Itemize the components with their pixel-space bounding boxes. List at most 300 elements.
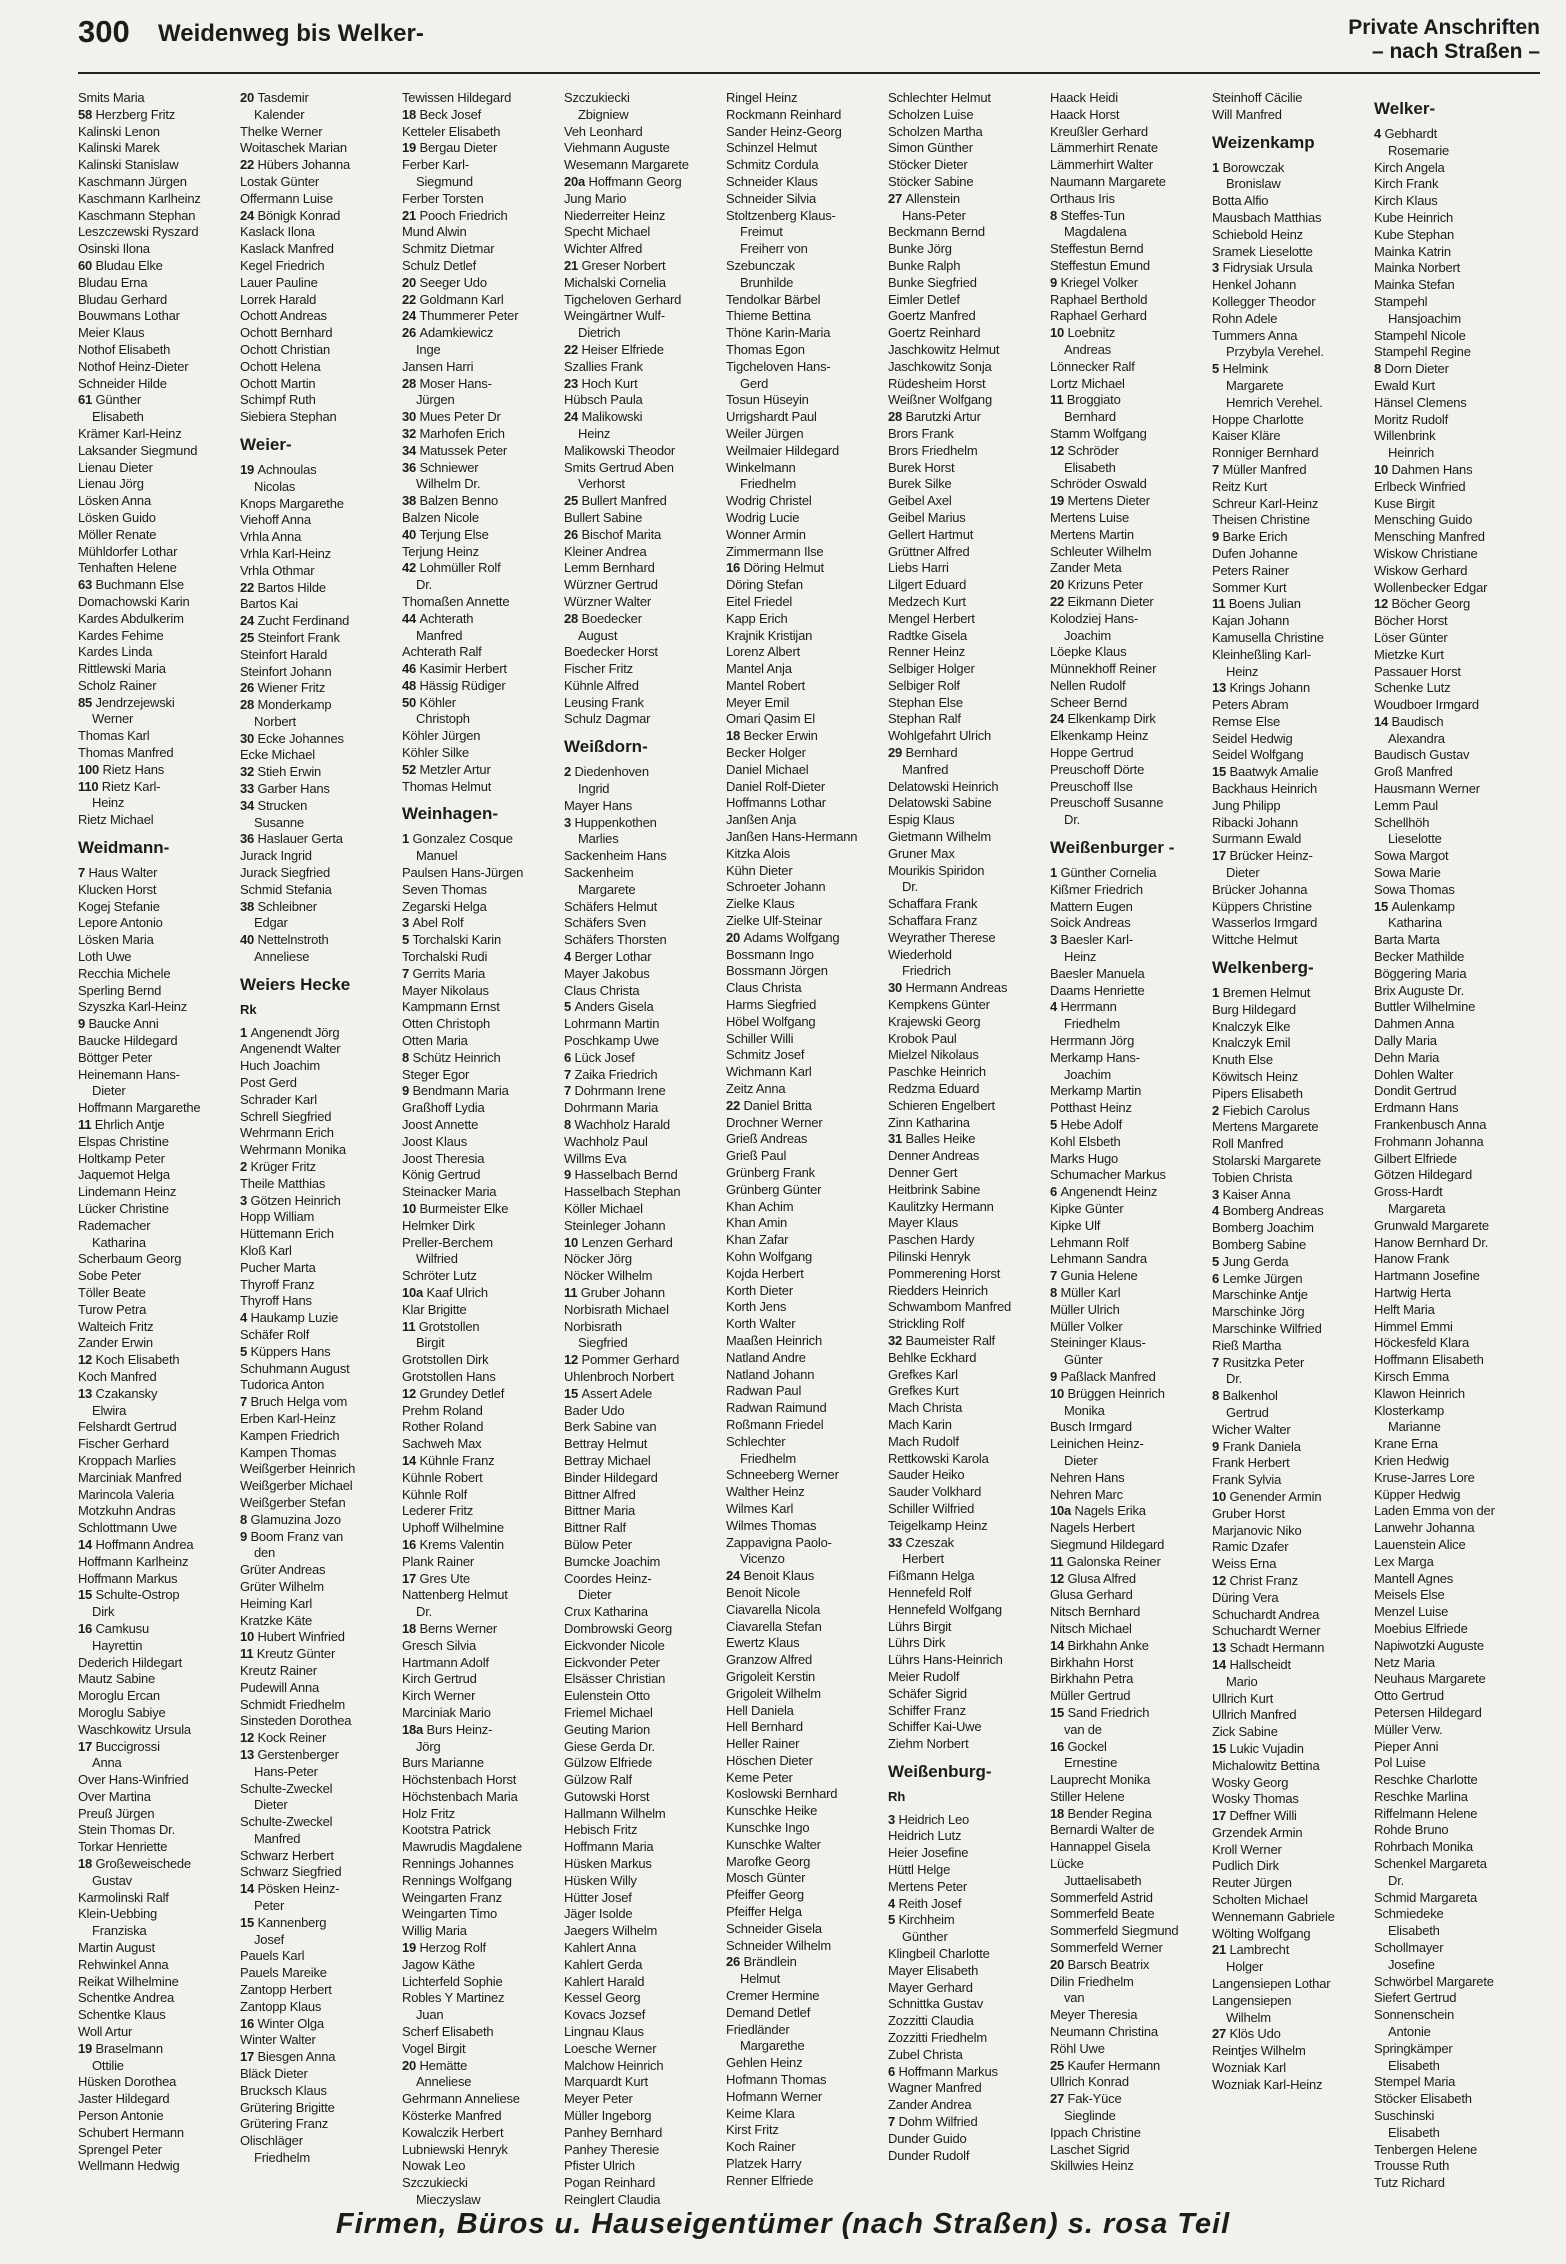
- resident-entry: Jaegers Wilhelm: [564, 1923, 658, 1939]
- resident-entry: Knalczyk Emil: [1212, 1035, 1291, 1051]
- resident-entry: Höchstenbach Horst: [402, 1772, 517, 1788]
- resident-entry: Zozzitti Claudia: [888, 2013, 974, 2029]
- resident-entry: Knalczyk Elke: [1212, 1018, 1291, 1034]
- resident-entry: Huch Joachim: [240, 1058, 320, 1074]
- resident-entry: 32 Baumeister Ralf: [888, 1332, 995, 1348]
- resident-entry: Laksander Siegmund: [78, 442, 198, 458]
- resident-entry: Wehrmann Erich: [240, 1125, 334, 1141]
- street-heading: Welker-: [1374, 99, 1436, 118]
- resident-entry: 15 Sand Friedrich: [1050, 1704, 1150, 1720]
- resident-entry: Mausbach Matthias: [1212, 209, 1322, 225]
- resident-entry: Grotstollen Hans: [402, 1368, 496, 1384]
- resident-entry: Norbisrath Michael: [564, 1301, 669, 1317]
- resident-entry: Kardes Linda: [78, 644, 153, 660]
- resident-entry: Wiederhold: [888, 946, 952, 962]
- resident-entry: Omari Qasim El: [726, 711, 815, 727]
- resident-entry: Mielzel Nikolaus: [888, 1047, 979, 1063]
- resident-entry: Vrhla Othmar: [240, 562, 315, 578]
- resident-entry: Botta Alfio: [1212, 193, 1269, 209]
- resident-entry: Grünberg Frank: [726, 1165, 815, 1180]
- resident-entry: Riedders Heinrich: [888, 1282, 988, 1298]
- resident-entry: Kapp Erich: [726, 610, 788, 626]
- entry-continuation: Friedhelm: [740, 476, 796, 492]
- resident-entry: 23 Hoch Kurt: [564, 375, 638, 391]
- resident-entry: Keime Klara: [726, 2105, 795, 2121]
- resident-entry: Mach Christa: [888, 1400, 963, 1416]
- resident-entry: Kootstra Patrick: [402, 1822, 491, 1838]
- resident-entry: Brucksch Klaus: [240, 2082, 327, 2098]
- entry-continuation: van: [1064, 1990, 1085, 2006]
- resident-entry: 100 Rietz Hans: [78, 761, 165, 777]
- resident-entry: Frankenbusch Anna: [1374, 1117, 1487, 1133]
- resident-entry: Bülow Peter: [564, 1536, 632, 1552]
- resident-entry: 22 Bartos Hilde: [240, 579, 326, 595]
- resident-entry: 33 Garber Hans: [240, 781, 330, 797]
- resident-entry: Lehmann Sandra: [1050, 1251, 1147, 1267]
- resident-entry: Sachweh Max: [402, 1436, 482, 1452]
- resident-entry: Over Hans-Winfried: [78, 1772, 189, 1788]
- resident-entry: Friedländer: [726, 2021, 790, 2037]
- resident-entry: Jaschkowitz Sonja: [888, 358, 992, 374]
- resident-entry: Selbiger Rolf: [888, 677, 960, 693]
- resident-entry: Marschinke Jörg: [1212, 1304, 1305, 1320]
- resident-entry: Medzech Kurt: [888, 593, 966, 609]
- resident-entry: 12 Schröder: [1050, 442, 1119, 458]
- resident-entry: 5 Kirchheim: [888, 1912, 955, 1928]
- entry-continuation: Bronislaw: [1226, 176, 1281, 192]
- column-5: [726, 90, 876, 2190]
- resident-entry: 8 Müller Karl: [1050, 1284, 1121, 1300]
- resident-entry: Waschkowitz Ursula: [78, 1721, 191, 1737]
- resident-entry: Leszczewski Ryszard: [78, 224, 199, 240]
- resident-entry: Reschke Marlina: [1374, 1788, 1468, 1804]
- resident-entry: 8 Steffes-Tun: [1050, 207, 1125, 223]
- resident-entry: Maaßen Heinrich: [726, 1332, 822, 1348]
- resident-entry: 17 Biesgen Anna: [240, 2049, 336, 2065]
- resident-entry: Meisels Else: [1374, 1587, 1445, 1603]
- resident-entry: Münnekhoff Reiner: [1050, 661, 1157, 677]
- resident-entry: Erlbeck Winfried: [1374, 478, 1466, 494]
- resident-entry: 33 Czeszak: [888, 1534, 954, 1550]
- resident-entry: Bittner Alfred: [564, 1486, 636, 1502]
- resident-entry: Grieß Andreas: [726, 1131, 808, 1147]
- resident-entry: Rettkowski Karola: [888, 1450, 989, 1466]
- resident-entry: Schulz Dagmar: [564, 711, 651, 727]
- resident-entry: Wodrig Christel: [726, 493, 812, 509]
- resident-entry: Passauer Horst: [1374, 663, 1461, 679]
- resident-entry: Kahlert Harald: [564, 1973, 645, 1989]
- resident-entry: Röhl Uwe: [1050, 2040, 1105, 2056]
- resident-entry: 30 Ecke Johannes: [240, 730, 344, 746]
- resident-entry: Kirst Fritz: [726, 2122, 779, 2138]
- resident-entry: Kardes Fehime: [78, 627, 164, 643]
- resident-entry: Koch Manfred: [78, 1368, 157, 1384]
- resident-entry: Pauels Mareike: [240, 1965, 327, 1981]
- resident-entry: Friemel Michael: [564, 1704, 653, 1720]
- resident-entry: Kirch Gertrud: [402, 1671, 477, 1687]
- entry-continuation: Günther: [902, 1929, 948, 1945]
- resident-entry: Barta Marta: [1374, 932, 1440, 948]
- resident-entry: 60 Bludau Elke: [78, 257, 163, 273]
- resident-entry: Klosterkamp: [1374, 1402, 1445, 1418]
- resident-entry: Schneider Hilde: [78, 375, 167, 391]
- resident-entry: Ippach Christine: [1050, 2124, 1141, 2140]
- street-heading: Weinhagen-: [402, 804, 499, 824]
- resident-entry: Orthaus Iris: [1050, 190, 1115, 206]
- resident-entry: Kampmann Ernst: [402, 999, 500, 1015]
- resident-entry: Eulenstein Otto: [564, 1688, 650, 1704]
- entry-continuation: Margarete: [1226, 377, 1284, 393]
- entry-continuation: Jürgen: [416, 392, 455, 408]
- entry-continuation: Herbert: [902, 1551, 944, 1567]
- resident-entry: Schenke Lutz: [1374, 680, 1451, 696]
- resident-entry: Elsässer Christian: [564, 1671, 666, 1687]
- resident-entry: Zielke Ulf-Steinar: [726, 913, 823, 929]
- resident-entry: Ewald Kurt: [1374, 377, 1435, 393]
- resident-entry: Smits Maria: [78, 90, 145, 105]
- resident-entry: Wozniak Karl: [1212, 2060, 1286, 2076]
- resident-entry: Kreutz Rainer: [240, 1662, 317, 1678]
- resident-entry: Kühnle Alfred: [564, 677, 639, 693]
- resident-entry: Schuchardt Andrea: [1212, 1606, 1320, 1622]
- resident-entry: Hell Bernhard: [726, 1719, 803, 1735]
- resident-entry: Grigoleit Kerstin: [726, 1668, 816, 1684]
- resident-entry: Lücker Christine: [78, 1201, 169, 1216]
- resident-entry: Marks Hugo: [1050, 1150, 1119, 1166]
- resident-entry: 85 Jendrzejewski: [78, 694, 175, 710]
- resident-entry: Geibel Marius: [888, 509, 966, 525]
- resident-entry: Hoppe Charlotte: [1212, 411, 1304, 427]
- resident-entry: Will Manfred: [1212, 106, 1282, 122]
- resident-entry: Scherbaum Georg: [78, 1251, 182, 1267]
- resident-entry: Pfeiffer Georg: [726, 1887, 804, 1903]
- resident-entry: 40 Nettelnstroth: [240, 932, 329, 948]
- resident-entry: Mengel Herbert: [888, 610, 975, 626]
- entry-continuation: Heinrich: [1388, 445, 1435, 461]
- resident-entry: Binder Hildegard: [564, 1469, 658, 1485]
- resident-entry: Wiskow Gerhard: [1374, 562, 1468, 578]
- resident-entry: Potthast Heinz: [1050, 1100, 1132, 1116]
- resident-entry: Stampehl: [1374, 293, 1428, 309]
- resident-entry: Bittner Ralf: [564, 1520, 626, 1536]
- resident-entry: 13 Czakansky: [78, 1385, 158, 1401]
- entry-continuation: Hans-Peter: [254, 1763, 318, 1779]
- resident-entry: Moroglu Sabiye: [78, 1704, 166, 1720]
- resident-entry: Zantopp Klaus: [240, 1998, 322, 2014]
- resident-entry: 34 Strucken: [240, 797, 308, 813]
- entry-continuation: Hansjoachim: [1388, 310, 1461, 326]
- column-9: [1374, 90, 1524, 2192]
- resident-entry: Klingbeil Charlotte: [888, 1946, 990, 1962]
- resident-entry: Hausmann Werner: [1374, 781, 1480, 797]
- resident-entry: Meier Klaus: [78, 325, 145, 341]
- resident-entry: Knops Margarethe: [240, 495, 344, 511]
- resident-entry: 46 Kasimir Herbert: [402, 661, 507, 677]
- resident-entry: Schlechter Helmut: [888, 90, 991, 105]
- resident-entry: 24 Benoit Klaus: [726, 1568, 815, 1584]
- resident-entry: 20 Tasdemir: [240, 90, 309, 105]
- resident-entry: 3 Kaiser Anna: [1212, 1186, 1291, 1202]
- resident-entry: Kardes Abdulkerim: [78, 610, 184, 626]
- resident-entry: Kohl Elsbeth: [1050, 1133, 1121, 1149]
- resident-entry: Hartmann Adolf: [402, 1654, 489, 1670]
- resident-entry: Steffestun Bernd: [1050, 241, 1144, 257]
- resident-entry: 26 Wiener Fritz: [240, 680, 326, 696]
- resident-entry: Jurack Siegfried: [240, 865, 331, 881]
- resident-entry: Kroll Werner: [1212, 1841, 1282, 1857]
- resident-entry: 12 Kock Reiner: [240, 1730, 327, 1746]
- resident-entry: Tigcheloven Hans-: [726, 358, 831, 374]
- resident-entry: Peters Rainer: [1212, 562, 1289, 578]
- resident-entry: Wollenbecker Edgar: [1374, 579, 1488, 595]
- entry-continuation: Anneliese: [416, 2074, 472, 2090]
- resident-entry: 28 Boedecker: [564, 610, 642, 626]
- resident-entry: Rehwinkel Anna: [78, 1956, 169, 1972]
- resident-entry: 17 Brücker Heinz-: [1212, 848, 1313, 864]
- resident-entry: Sander Heinz-Georg: [726, 123, 842, 139]
- resident-entry: Kösterke Manfred: [402, 2108, 502, 2124]
- resident-entry: Suschinski: [1374, 2108, 1435, 2124]
- resident-entry: Schrader Karl: [240, 1091, 317, 1107]
- resident-entry: 16 Winter Olga: [240, 2015, 324, 2031]
- resident-entry: Nothof Heinz-Dieter: [78, 358, 189, 374]
- resident-entry: Döring Stefan: [726, 577, 803, 593]
- resident-entry: Schulte-Zweckel: [240, 1780, 333, 1796]
- resident-entry: Seidel Wolfgang: [1212, 747, 1304, 763]
- resident-entry: Krien Hedwig: [1374, 1452, 1449, 1468]
- resident-entry: 7 Gerrits Maria: [402, 965, 485, 981]
- resident-entry: Müller Ulrich: [1050, 1301, 1120, 1317]
- resident-entry: Stolarski Margarete: [1212, 1153, 1321, 1169]
- resident-entry: 4 Haukamp Luzie: [240, 1310, 339, 1326]
- resident-entry: Rademacher: [78, 1217, 151, 1233]
- resident-entry: Mainka Katrin: [1374, 243, 1451, 259]
- resident-entry: Frank Herbert: [1212, 1455, 1290, 1471]
- entry-continuation: Inge: [416, 341, 441, 357]
- resident-entry: Grzendek Armin: [1212, 1824, 1303, 1840]
- entry-continuation: Nicolas: [254, 478, 296, 494]
- resident-entry: Langensiepen Lothar: [1212, 1976, 1331, 1992]
- resident-entry: Mietzke Kurt: [1374, 646, 1444, 662]
- resident-entry: Kempkens Günter: [888, 997, 990, 1013]
- resident-entry: 5 Helmink: [1212, 361, 1269, 377]
- resident-entry: Tummers Anna: [1212, 327, 1298, 343]
- resident-entry: Kogej Stefanie: [78, 898, 160, 914]
- resident-entry: 2 Diedenhoven: [564, 764, 649, 780]
- resident-entry: Hüttl Helge: [888, 1862, 951, 1878]
- resident-entry: Schiebold Heinz: [1212, 226, 1303, 242]
- resident-entry: Wittche Helmut: [1212, 932, 1298, 948]
- resident-entry: Schneider Wilhelm: [726, 1937, 831, 1953]
- resident-entry: Schwarz Siegfried: [240, 1864, 342, 1880]
- column-8: [1212, 90, 1362, 2094]
- resident-entry: Dehn Maria: [1374, 1049, 1440, 1065]
- resident-entry: Joost Klaus: [402, 1133, 468, 1149]
- resident-entry: Schneider Gisela: [726, 1920, 822, 1936]
- entry-continuation: Brunhilde: [740, 274, 794, 290]
- resident-entry: Siefert Gertrud: [1374, 1990, 1457, 2006]
- resident-entry: Bettray Michael: [564, 1452, 651, 1468]
- resident-entry: Würzner Gertrud: [564, 577, 658, 593]
- resident-entry: Thomaßen Annette: [402, 593, 510, 609]
- resident-entry: Rietz Michael: [78, 812, 154, 828]
- resident-entry: Köwitsch Heinz: [1212, 1069, 1299, 1085]
- resident-entry: 30 Mues Peter Dr: [402, 409, 501, 425]
- resident-entry: Schiffer Kai-Uwe: [888, 1719, 982, 1735]
- resident-entry: 34 Matussek Peter: [402, 442, 507, 458]
- resident-entry: Bunke Jörg: [888, 241, 952, 257]
- resident-entry: Hallmann Wilhelm: [564, 1805, 666, 1821]
- resident-entry: 16 Gockel: [1050, 1738, 1107, 1754]
- resident-entry: Lindemann Heinz: [78, 1184, 177, 1200]
- resident-entry: Prehm Roland: [402, 1402, 483, 1418]
- resident-entry: 9 Paßlack Manfred: [1050, 1368, 1156, 1384]
- resident-entry: 17 Deffner Willi: [1212, 1808, 1297, 1824]
- resident-entry: Strickling Rolf: [888, 1316, 965, 1332]
- entry-continuation: Friedhelm: [254, 2150, 310, 2166]
- resident-entry: Lämmerhirt Renate: [1050, 140, 1158, 156]
- resident-entry: Töller Beate: [78, 1284, 146, 1300]
- entry-continuation: Manfred: [902, 761, 949, 777]
- entry-continuation: Juan: [416, 2007, 444, 2023]
- resident-entry: Offermann Luise: [240, 190, 333, 206]
- resident-entry: Netz Maria: [1374, 1654, 1435, 1670]
- resident-entry: Willenbrink: [1374, 428, 1436, 444]
- resident-entry: Zinn Katharina: [888, 1114, 970, 1130]
- resident-entry: 38 Balzen Benno: [402, 493, 499, 509]
- resident-entry: Lilgert Eduard: [888, 577, 967, 593]
- resident-entry: Hüsken Dorothea: [78, 2074, 177, 2090]
- resident-entry: 22 Hübers Johanna: [240, 157, 351, 173]
- resident-entry: Frohmann Johanna: [1374, 1133, 1484, 1149]
- resident-entry: 42 Lohmüller Rolf: [402, 560, 501, 576]
- resident-entry: Kuse Birgit: [1374, 495, 1435, 511]
- resident-entry: Zappavigna Paolo-: [726, 1534, 832, 1550]
- resident-entry: 4 Bomberg Andreas: [1212, 1203, 1324, 1219]
- resident-entry: Joost Annette: [402, 1117, 479, 1133]
- column-1: [78, 90, 228, 2175]
- resident-entry: 22 Eikmann Dieter: [1050, 593, 1154, 609]
- resident-entry: Uhlenbroch Norbert: [564, 1368, 674, 1384]
- resident-entry: Radtke Gisela: [888, 627, 968, 643]
- resident-entry: Hanow Frank: [1374, 1251, 1450, 1267]
- resident-entry: Jäger Isolde: [564, 1906, 633, 1922]
- entry-continuation: Elisabeth: [1064, 459, 1116, 475]
- resident-entry: Kahlert Gerda: [564, 1956, 643, 1972]
- resident-entry: 48 Hässig Rüdiger: [402, 677, 506, 693]
- resident-entry: 1 Gonzalez Cosque: [402, 831, 513, 847]
- resident-entry: Wennemann Gabriele: [1212, 1908, 1335, 1924]
- resident-entry: Kühnle Robert: [402, 1469, 483, 1485]
- resident-entry: Kampen Friedrich: [240, 1427, 340, 1443]
- resident-entry: Weißgerber Heinrich: [240, 1461, 356, 1477]
- resident-entry: Ciavarella Stefan: [726, 1618, 822, 1634]
- resident-entry: Kroppach Marlies: [78, 1452, 176, 1468]
- entry-continuation: August: [578, 627, 618, 643]
- resident-entry: Motzkuhn Andras: [78, 1503, 176, 1519]
- resident-entry: Dahmen Anna: [1374, 1016, 1455, 1032]
- resident-entry: Scholten Michael: [1212, 1892, 1308, 1908]
- resident-entry: 8 Dorn Dieter: [1374, 361, 1449, 377]
- resident-entry: Smits Gertrud Aben: [564, 459, 674, 475]
- resident-entry: 5 Küppers Hans: [240, 1343, 331, 1359]
- resident-entry: Wiskow Christiane: [1374, 545, 1478, 561]
- resident-entry: Jansen Harri: [402, 358, 474, 374]
- resident-entry: Nöcker Jörg: [564, 1251, 632, 1267]
- resident-entry: Lauprecht Monika: [1050, 1772, 1151, 1788]
- resident-entry: Raphael Gerhard: [1050, 308, 1147, 324]
- resident-entry: Angenendt Walter: [240, 1041, 341, 1057]
- resident-entry: Kühn Dieter: [726, 862, 793, 878]
- resident-entry: Lücke: [1050, 1856, 1084, 1872]
- entry-continuation: Dr.: [902, 879, 919, 895]
- resident-entry: Schroeter Johann: [726, 879, 826, 895]
- resident-entry: Elkenkamp Heinz: [1050, 728, 1149, 744]
- resident-entry: 12 Böcher Georg: [1374, 596, 1471, 612]
- resident-entry: Tigcheloven Gerhard: [564, 291, 682, 307]
- resident-entry: Grefkes Kurt: [888, 1383, 959, 1399]
- resident-entry: Bläck Dieter: [240, 2066, 308, 2082]
- resident-entry: Stoltzenberg Klaus-: [726, 207, 836, 223]
- resident-entry: Köller Michael: [564, 1201, 643, 1216]
- resident-entry: Brors Frank: [888, 425, 954, 441]
- entry-continuation: den: [254, 1545, 276, 1561]
- resident-entry: Zeitz Anna: [726, 1081, 786, 1097]
- resident-entry: 13 Gerstenberger: [240, 1746, 339, 1762]
- resident-entry: Eimler Detlef: [888, 291, 960, 307]
- resident-entry: Eickvonder Nicole: [564, 1637, 665, 1653]
- entry-continuation: Ernestine: [1064, 1755, 1118, 1771]
- directory-columns: [78, 90, 1540, 2208]
- resident-entry: Zegarski Helga: [402, 898, 487, 914]
- resident-entry: 10 Burmeister Elke: [402, 1201, 509, 1216]
- resident-entry: Preuschoff Ilse: [1050, 778, 1133, 794]
- entry-continuation: Heinz: [1064, 949, 1097, 965]
- resident-entry: Möller Renate: [78, 526, 157, 542]
- resident-entry: Weißgerber Michael: [240, 1478, 353, 1494]
- resident-entry: Grüter Wilhelm: [240, 1578, 324, 1594]
- resident-entry: Graßhoff Lydia: [402, 1100, 485, 1116]
- entry-continuation: Katharina: [1388, 915, 1442, 931]
- resident-entry: Gutowski Horst: [564, 1788, 650, 1804]
- resident-entry: Weißner Wolfgang: [888, 392, 992, 408]
- resident-entry: Schmitz Josef: [726, 1047, 805, 1063]
- resident-entry: Stamm Wolfgang: [1050, 425, 1147, 441]
- entry-continuation: Heinz: [1226, 663, 1259, 679]
- resident-entry: Hoffmann Elisabeth: [1374, 1352, 1484, 1368]
- resident-entry: 3 Huppenkothen: [564, 814, 657, 830]
- resident-entry: Lohrmann Martin: [564, 1016, 660, 1032]
- entry-continuation: Manfred: [254, 1830, 301, 1846]
- resident-entry: Kaslack Ilona: [240, 224, 315, 240]
- resident-entry: Natland Andre: [726, 1349, 806, 1365]
- resident-entry: Leusing Frank: [564, 694, 644, 710]
- resident-entry: 22 Heiser Elfriede: [564, 341, 664, 357]
- resident-entry: 9 Frank Daniela: [1212, 1438, 1301, 1454]
- resident-entry: Bumcke Joachim: [564, 1553, 661, 1569]
- resident-entry: Hebisch Fritz: [564, 1822, 638, 1838]
- section-title: [1348, 16, 1540, 64]
- entry-continuation: Günter: [1064, 1352, 1103, 1368]
- resident-entry: Mantel Robert: [726, 677, 806, 693]
- resident-entry: 24 Thummerer Peter: [402, 308, 519, 324]
- resident-entry: Kunschke Heike: [726, 1803, 818, 1819]
- resident-entry: Martin August: [78, 1940, 155, 1956]
- resident-entry: Recchia Michele: [78, 965, 171, 981]
- resident-entry: Naumann Margarete: [1050, 173, 1166, 189]
- resident-entry: 16 Camkusu: [78, 1620, 149, 1636]
- resident-entry: Walteich Fritz: [78, 1318, 154, 1334]
